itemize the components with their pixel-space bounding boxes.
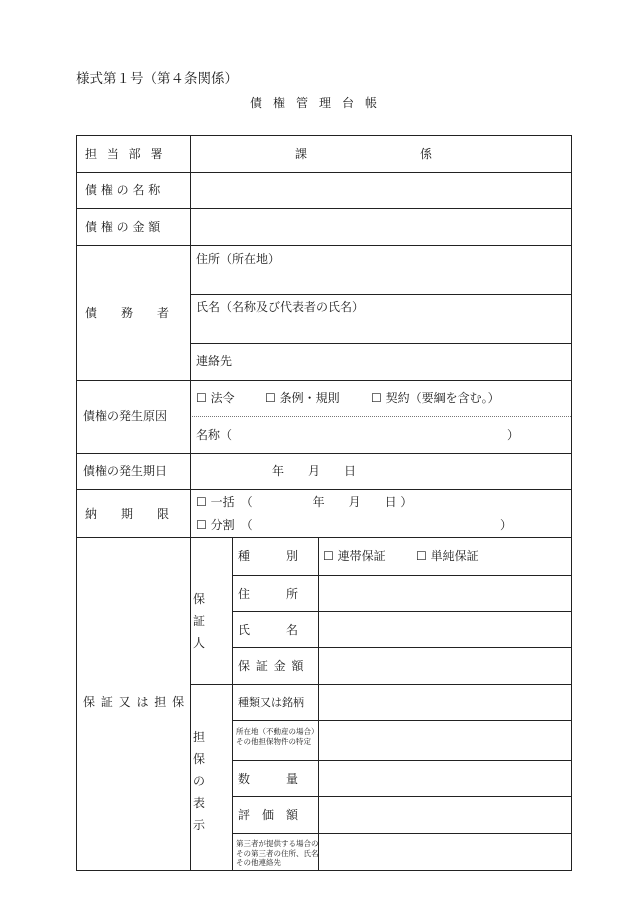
guarantor-simple-checkbox[interactable]: ☐ 単純保証 (416, 549, 479, 563)
guarantor-group-label: 保 証 人 (193, 592, 208, 650)
date-value: 年 月 日 (272, 464, 357, 478)
document-title: 債権管理台帳 (249, 96, 388, 110)
collateral-third-party-label: 第三者が提供する場合のその第三者の住所、氏名その他連絡先 (236, 839, 319, 867)
guarantor-name-label: 氏 名 (238, 623, 299, 637)
dept-label: 担 当 部 署 (85, 147, 166, 161)
guarantor-joint-checkbox[interactable]: ☐ 連帯保証 (323, 549, 386, 563)
debtor-contact: 連絡先 (196, 354, 233, 368)
debtor-label: 債 務 者 (85, 306, 170, 320)
dept-ka: 課 (295, 147, 308, 161)
cause-meisho-close: ） (507, 428, 520, 442)
cause-ordinance-checkbox[interactable]: ☐ 条例・規則 (265, 391, 340, 405)
collateral-quantity-label: 数 量 (238, 772, 299, 786)
cause-meisho-open: 名称（ (196, 428, 233, 442)
collateral-kind-label: 種類又は銘柄 (238, 696, 304, 709)
debtor-address: 住所（所在地） (196, 252, 281, 266)
ledger-table (76, 135, 572, 871)
guarantor-type-label: 種 別 (238, 549, 299, 563)
claim-name-label: 債 権 の 名 称 (85, 183, 161, 197)
collateral-valuation-label: 評 価 額 (238, 808, 299, 822)
collateral-group-label: 担 保 の 表 示 (193, 730, 208, 832)
deadline-lump-checkbox[interactable]: ☐ 一括 （ 年 月 日 ） (196, 495, 413, 509)
debtor-name: 氏名（名称及び代表者の氏名） (196, 300, 365, 314)
deadline-label: 納 期 限 (85, 507, 170, 521)
deadline-installment-close: ） (500, 518, 513, 532)
cause-label: 債権の発生原因 (83, 409, 168, 423)
guarantor-address-label: 住 所 (238, 587, 299, 601)
date-label: 債権の発生期日 (83, 464, 168, 478)
cause-contract-checkbox[interactable]: ☐ 契約（要綱を含む。） (371, 391, 500, 405)
cause-law-checkbox[interactable]: ☐ 法令 (196, 391, 235, 405)
guarantor-amount-label: 保 証 金 額 (238, 659, 305, 673)
dept-kakari: 係 (420, 147, 433, 161)
form-number: 様式第１号（第４条関係） (76, 71, 238, 87)
guarantee-label: 保 証 又 は 担 保 (83, 695, 186, 709)
collateral-location-label: 所在地（不動産の場合）その他担保物件の特定 (236, 727, 319, 746)
claim-amount-label: 債 権 の 金 額 (85, 220, 161, 234)
deadline-installment-checkbox[interactable]: ☐ 分割 （ (196, 518, 253, 532)
